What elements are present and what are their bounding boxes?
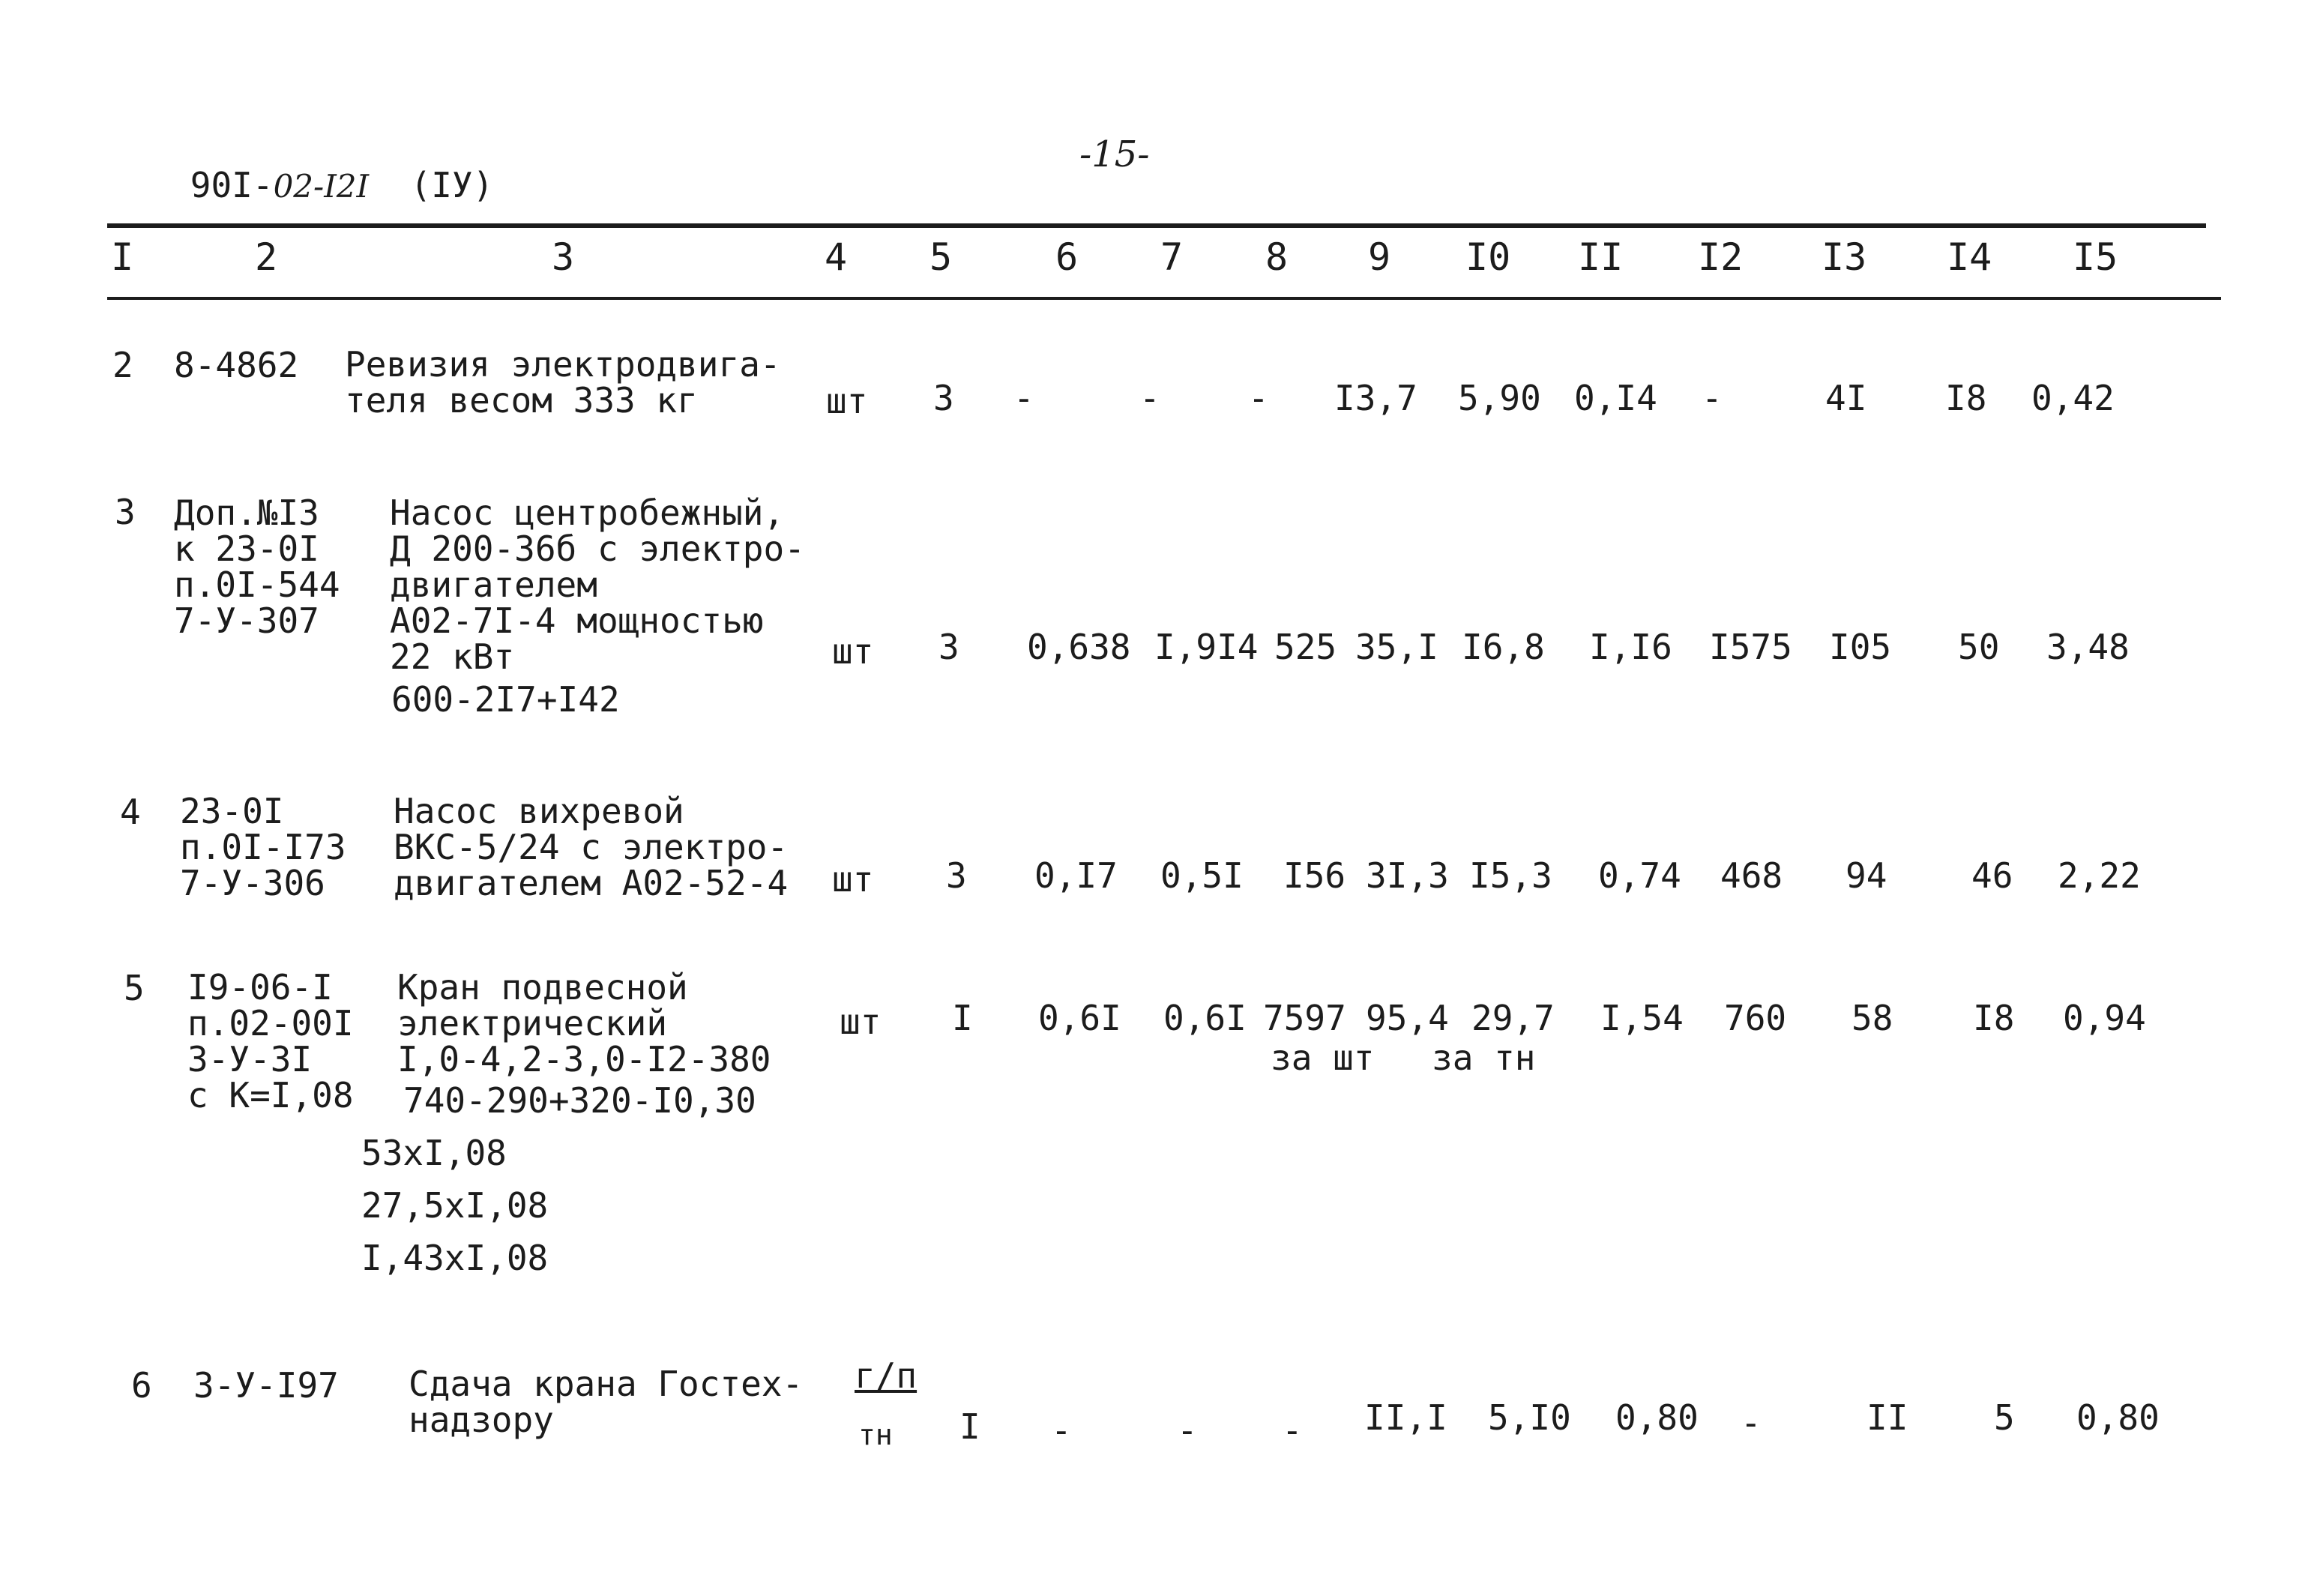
cell-col15: 0,42 [2031, 378, 2115, 418]
cell-col11: I,I6 [1589, 627, 1672, 667]
work-description: Насос центробежный, Д 200-36б с электро- двигателем А02-7I-4 мощностью 22 кВт [390, 493, 805, 677]
cell-col8: 7597 [1263, 998, 1346, 1038]
cell-col9: II,I [1364, 1397, 1447, 1438]
cell-col14: I8 [1945, 378, 1987, 418]
cell-col10: 5,I0 [1488, 1397, 1571, 1438]
document-code [107, 133, 493, 237]
cell-col8-note: за шт [1271, 1038, 1375, 1078]
cell-col9: 35,I [1355, 627, 1438, 667]
cell-col13: 4I [1825, 378, 1867, 418]
cell-col12: - [1702, 378, 1723, 418]
cell-col10: 29,7 [1471, 998, 1555, 1038]
document-code-prefix: 90I- [190, 165, 274, 205]
column-header: 3 [552, 235, 575, 279]
row-number: 6 [131, 1365, 152, 1406]
column-header: I0 [1465, 235, 1511, 279]
cell-col7: - [1177, 1410, 1198, 1451]
cell-col6: - [1013, 378, 1034, 418]
column-header: I3 [1822, 235, 1867, 279]
cell-col15: 0,94 [2063, 998, 2146, 1038]
cell-col11: 0,I4 [1574, 378, 1657, 418]
norm-code: 8-4862 [174, 345, 299, 385]
norm-code: 3-У-I97 [193, 1365, 339, 1406]
column-header: 4 [825, 235, 848, 279]
unit: шт [832, 859, 874, 900]
cell-col12: - [1741, 1403, 1762, 1443]
cell-col6: - [1051, 1410, 1072, 1451]
cell-col10: I5,3 [1469, 855, 1552, 896]
cell-col14: 5 [1994, 1397, 2015, 1438]
unit: шт [840, 1002, 882, 1042]
column-header: 2 [255, 235, 278, 279]
cell-col9: I3,7 [1334, 378, 1417, 418]
page-number: -15- [1079, 133, 1150, 175]
cell-col14: 46 [1971, 855, 2013, 896]
row-number: 4 [120, 792, 141, 832]
column-header: 9 [1368, 235, 1391, 279]
quantity: 3 [933, 378, 954, 418]
row-number: 2 [112, 345, 133, 385]
cell-col8: - [1282, 1410, 1303, 1451]
work-description: Кран подвесной электрический I,0-4,2-3,0-I2-380 [397, 967, 771, 1079]
cell-col8: I56 [1283, 855, 1346, 896]
column-header: I2 [1698, 235, 1744, 279]
row-number: 5 [124, 968, 145, 1008]
cell-col13: II [1866, 1397, 1908, 1438]
quantity: 3 [946, 855, 967, 896]
cell-col15: 0,80 [2076, 1397, 2160, 1438]
cell-col8: - [1248, 378, 1269, 418]
cell-col7: 0,5I [1160, 855, 1244, 896]
cell-col10: I6,8 [1462, 627, 1545, 667]
norm-code: Доп.№I3 к 23-0I п.0I-544 7-У-307 [174, 493, 340, 641]
work-description: Сдача крана Гостех- надзору [409, 1364, 804, 1440]
column-header: I5 [2073, 235, 2118, 279]
cell-col7: - [1139, 378, 1160, 418]
column-header: I [111, 235, 134, 279]
cell-col15: 2,22 [2058, 855, 2141, 896]
quantity: 3 [938, 627, 959, 667]
row-number: 3 [115, 492, 136, 532]
unit-bottom: тн [858, 1418, 893, 1451]
cell-col10-note: за тн [1432, 1038, 1536, 1078]
calculation-note: 600-2I7+I42 [391, 679, 620, 720]
work-description: Насос вихревой ВКС-5/24 с электро- двигателем А02-52-4 [394, 791, 789, 903]
cell-col6: 0,I7 [1034, 855, 1118, 896]
cell-col13: I05 [1829, 627, 1892, 667]
table-top-rule [107, 223, 2206, 228]
document-code-handwritten: 02-I2I [273, 168, 370, 205]
cell-col11: I,54 [1600, 998, 1684, 1038]
cell-col8: 525 [1274, 627, 1337, 667]
cell-col9: 3I,3 [1366, 855, 1449, 896]
cell-col12: I575 [1709, 627, 1792, 667]
cell-col7: I,9I4 [1154, 627, 1259, 667]
column-header: II [1578, 235, 1624, 279]
unit: шт [826, 381, 868, 421]
work-description: Ревизия электродвига- теля весом 333 кг [345, 344, 781, 421]
cell-col12: 468 [1720, 855, 1783, 896]
cell-col6: 0,638 [1027, 627, 1131, 667]
norm-code: I9-06-I п.02-00I 3-У-3I с К=I,08 [187, 967, 354, 1115]
cell-col11: 0,80 [1615, 1397, 1699, 1438]
quantity: I [959, 1406, 980, 1447]
cell-col7: 0,6I [1163, 998, 1247, 1038]
cell-col12: 760 [1724, 998, 1787, 1038]
quantity: I [952, 998, 973, 1038]
cell-col10: 5,90 [1458, 378, 1541, 418]
column-header: I4 [1947, 235, 1992, 279]
calculation-note: 740-290+320-I0,30 [403, 1080, 756, 1121]
column-header: 6 [1055, 235, 1079, 279]
header-bottom-rule [107, 297, 2221, 300]
cell-col15: 3,48 [2046, 627, 2130, 667]
document-code-suffix: (IУ) [410, 165, 494, 205]
calculation-line: I,43хI,08 [361, 1238, 549, 1278]
calculation-line: 53хI,08 [361, 1133, 507, 1173]
norm-code: 23-0I п.0I-I73 7-У-306 [180, 791, 346, 903]
cell-col14: I8 [1973, 998, 2015, 1038]
column-header: 7 [1160, 235, 1184, 279]
cell-col9: 95,4 [1366, 998, 1449, 1038]
column-header: 5 [929, 235, 953, 279]
column-header: 8 [1265, 235, 1289, 279]
unit-top: г/п [855, 1355, 918, 1396]
cell-col14: 50 [1958, 627, 2000, 667]
unit: шт [832, 631, 874, 672]
cell-col13: 58 [1851, 998, 1893, 1038]
cell-col6: 0,6I [1038, 998, 1121, 1038]
cell-col11: 0,74 [1598, 855, 1681, 896]
calculation-line: 27,5хI,08 [361, 1185, 549, 1226]
cell-col13: 94 [1845, 855, 1887, 896]
